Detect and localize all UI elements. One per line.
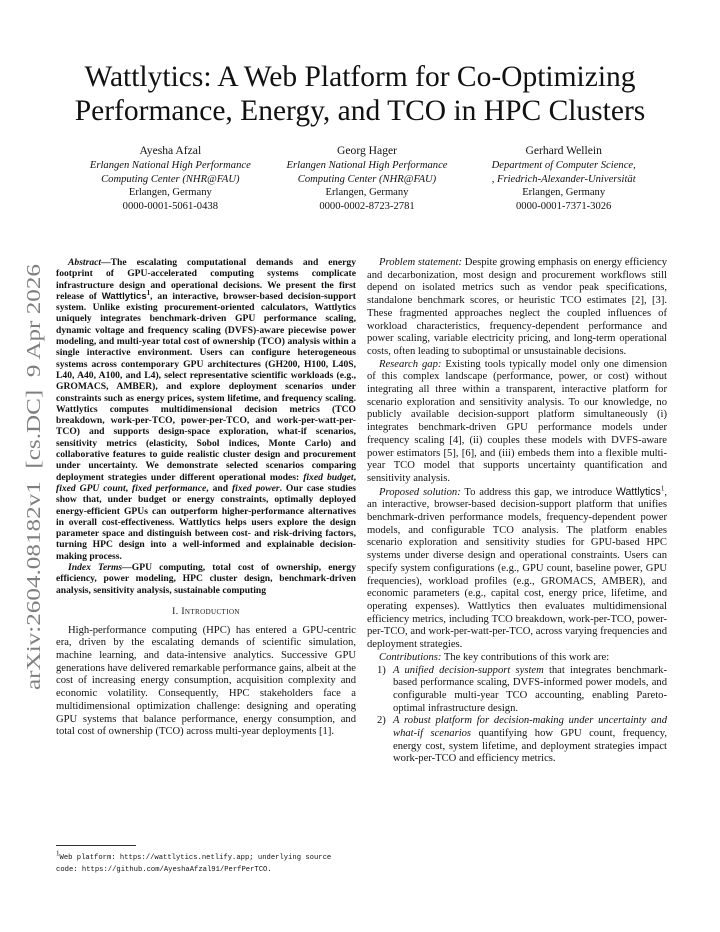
author-name: Ayesha Afzal bbox=[139, 144, 202, 157]
title-line-1: Wattlytics: A Web Platform for Co-Optimizing bbox=[84, 61, 636, 93]
author-2 bbox=[269, 144, 466, 213]
author-affiliation: Erlangen National High Performance bbox=[286, 160, 448, 172]
arxiv-identifier bbox=[14, 262, 48, 692]
solution-label: Proposed solution: bbox=[379, 486, 461, 498]
problem-text: Despite growing emphasis on energy efficiency and decarbonization, most design and procurement workflows still depend on isolated metrics such as vendor peak specifications, standalone benchmark scores, or heuristic TCO estimates [2], [3]. These fragmented approaches neglect the coupled influences of workload characteristics, frequency-dependent performance and power scaling, variable electricity pricing, and long-term operational costs, often leading to suboptimal or unsustainable decisions. bbox=[367, 257, 667, 357]
author-block bbox=[72, 144, 662, 213]
author-orcid: 0000-0002-8723-2781 bbox=[319, 200, 415, 212]
solution-pre: To address this gap, we introduce bbox=[460, 486, 616, 498]
author-location: Erlangen, Germany bbox=[128, 187, 212, 199]
proposed-solution bbox=[367, 486, 667, 652]
list-item bbox=[367, 715, 667, 766]
index-terms bbox=[56, 562, 356, 596]
author-name: Georg Hager bbox=[337, 144, 397, 157]
abstract-text: —The escalating computational demands and energy footprint of GPU-accelerated computing systems complicate infrastructure design and operational decisions. We present the first release of bbox=[56, 257, 356, 302]
contribution-lead: A robust platform for decision-making under uncertainty and what-if scenarios bbox=[393, 715, 667, 740]
author-affiliation: , Friedrich-Alexander-Universität bbox=[491, 173, 636, 185]
problem-statement bbox=[367, 257, 667, 359]
footnote bbox=[56, 849, 356, 875]
index-terms-label: Index Terms bbox=[68, 562, 123, 574]
list-item bbox=[367, 665, 667, 716]
wattlytics-brand: Wattlytics bbox=[615, 485, 661, 498]
author-location: Erlangen, Germany bbox=[522, 187, 606, 199]
gap-label: Research gap: bbox=[379, 358, 442, 370]
abstract-sep: , and bbox=[206, 482, 232, 494]
abstract-label: Abstract bbox=[68, 257, 102, 268]
footnote-mark: 1 bbox=[660, 484, 665, 493]
section-heading-introduction: I. Introduction bbox=[172, 605, 240, 617]
mode-fixed-power: fixed power bbox=[231, 482, 280, 494]
abstract-sep: , bbox=[125, 482, 132, 494]
contrib-label: Contributions: bbox=[379, 651, 442, 663]
abstract-text: . Our case studies show that, under budget or energy constraints, optimally deployed energy-efficient GPUs can outperform higher-performance alternatives in overall cost-effectiveness. Wattlytics helps users explore the design parameter space and distinguish between cost- and risk-driving factors, turning HPC design into a well-informed and explainable decision-making process. bbox=[56, 482, 356, 562]
arxiv-id-text: arXiv:2604.08182v1 [cs.DC] 9 Apr 2026 bbox=[24, 359, 45, 690]
paper-title bbox=[40, 60, 680, 128]
abstract-sep: , bbox=[353, 471, 356, 483]
footnote-text: Web platform: https://wattlytics.netlify.app; underlying source code: https://github.com/AyeshaAfzal91/PerfPerTCO. bbox=[56, 854, 332, 874]
mode-fixed-gpu-count: fixed GPU count bbox=[56, 482, 126, 494]
author-orcid: 0000-0001-5061-0438 bbox=[122, 200, 218, 212]
research-gap bbox=[367, 359, 667, 486]
mode-fixed-performance: fixed performance bbox=[132, 482, 207, 494]
author-affiliation: Computing Center (NHR@FAU) bbox=[101, 173, 240, 185]
contributions-list bbox=[367, 665, 667, 767]
author-affiliation: Erlangen National High Performance bbox=[89, 160, 251, 172]
contributions-intro bbox=[367, 652, 667, 665]
contrib-text: The key contributions of this work are: bbox=[441, 651, 610, 663]
contribution-text: quantifying how GPU count, frequency, energy cost, system lifetime, and deployment strategies impact work-per-TCO and efficiency metrics. bbox=[393, 728, 667, 765]
index-terms-text: —GPU computing, total cost of ownership, energy efficiency, power modeling, HPC cluster design, benchmark-driven analysis, sensitivity analysis, sustainable computing bbox=[56, 562, 356, 596]
solution-text: , an interactive, browser-based decision-support platform that unifies benchmark-driven performance models, frequency-dependent power models, and configurable TCO analysis. The platform enables scenario exploration and sensitivity studies for GPU-based HPC systems under diverse design and operational constraints. Users can specify system configurations (e.g., GPU count, baseline power, GPU frequencies), workload profiles (e.g., GROMACS, AMBER), and economic parameters (e.g., capital cost, energy price, lifetime, and operating expenses). Wattlytics then evaluates multidimensional efficiency metrics, including TCO breakdown, work-per-TCO, power-per-TCO, and work-per-watt-per-TCO, across varying frequencies and deployment strategies. bbox=[367, 486, 667, 651]
wattlytics-brand: Wattlytics bbox=[101, 290, 147, 302]
gap-text: Existing tools typically model only one dimension of this complex landscape (performance, power, or cost) without integrating all three within a transparent, interactive platform for scenario exploration and sensitivity analysis. To our knowledge, no publicly available decision-support platform simultaneously (i) integrates benchmark-driven GPU performance models under frequency scaling [4], (ii) couples these models with DVFS-aware power estimators [5], [6], and (iii) embeds them into a flexible multi-year TCO model that supports uncertainty quantification and sensitivity analysis. bbox=[367, 358, 667, 484]
abstract bbox=[56, 257, 356, 562]
title-line-2: Performance, Energy, and TCO in HPC Clusters bbox=[74, 95, 646, 127]
list-number: 2) bbox=[377, 715, 386, 727]
abstract-text: , an interactive, browser-based decision-support system. Unlike existing procurement-oriented calculators, Wattlytics uniquely integrates benchmark-driven GPU performance scaling, dynamic voltage and frequency scaling (DVFS)-aware piecewise power modeling, and multi-year total cost of ownership (TCO) analysis within a single interactive environment. Users can configure heterogeneous systems across contemporary GPU architectures (GH200, H100, L40S, L40, A40, A100, and L4), select representative scientific workloads (e.g., GROMACS, AMBER), and explore deployment scenarios under constraints such as energy prices, system lifetime, and frequency scaling. Wattlytics computes multidimensional decision metrics (TCO breakdown, work-per-TCO, power-per-TCO, and work-per-watt-per-TCO) and supports design-space exploration, what-if scenarios, sensitivity metrics (elasticity, Sobol indices, Monte Carlo) and collaborative features to guide realistic cluster design and procurement under uncertainty. We demonstrate selected scenarios comparing deployment strategies under different operational modes: bbox=[56, 290, 357, 483]
author-affiliation: Computing Center (NHR@FAU) bbox=[297, 173, 437, 185]
list-number: 1) bbox=[377, 664, 386, 676]
mode-fixed-budget: fixed budget bbox=[303, 471, 354, 483]
contribution-text: that integrates benchmark-based performance scaling, DVFS-informed power models, and configurable multi-year TCO accounting, enabling Pareto-optimal infrastructure design. bbox=[393, 664, 667, 714]
footnote-mark: 1 bbox=[146, 288, 151, 297]
left-column bbox=[56, 257, 356, 739]
right-column bbox=[367, 257, 667, 766]
contribution-lead: A unified decision-support system bbox=[393, 664, 544, 676]
author-3 bbox=[465, 144, 662, 213]
footnote-number: 1 bbox=[56, 849, 60, 858]
author-1 bbox=[72, 144, 269, 213]
author-affiliation: Department of Computer Science, bbox=[491, 160, 636, 172]
problem-label: Problem statement: bbox=[379, 257, 462, 268]
intro-paragraph: High-performance computing (HPC) has entered a GPU-centric era, driven by the escalating demands of scientific simulation, machine learning, and data-intensive analytics. Successive GPU generations have delivered remarkable performance gains, albeit at the cost of increasing energy consumption, acquisition complexity and economic volatility. Consequently, HPC stakeholders face a multidimensional optimization challenge: designing and operating GPU systems that balance performance, energy consumption, and total cost of ownership (TCO) across multi-year deployments [1]. bbox=[56, 624, 356, 738]
author-orcid: 0000-0001-7371-3026 bbox=[516, 200, 612, 212]
author-location: Erlangen, Germany bbox=[325, 187, 409, 199]
footnote-rule bbox=[56, 845, 136, 846]
author-name: Gerhard Wellein bbox=[525, 144, 602, 157]
